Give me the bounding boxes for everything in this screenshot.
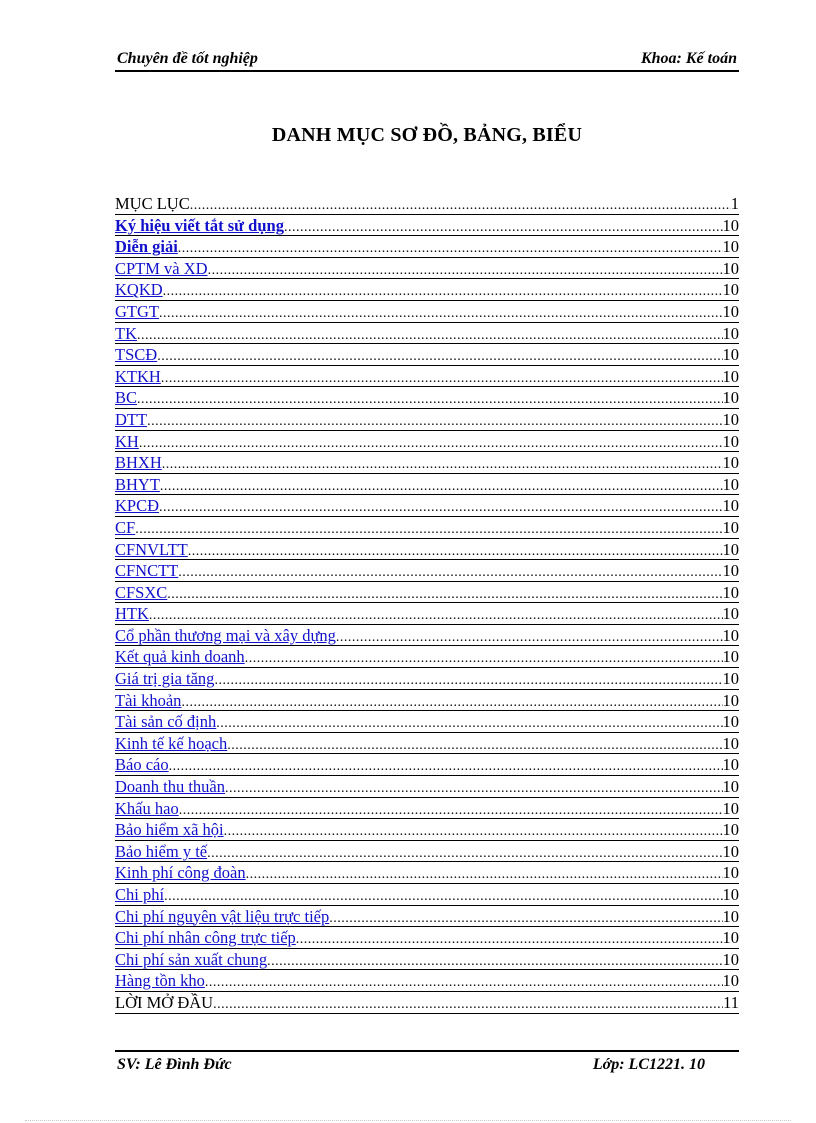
toc-entry-label[interactable]: DTT — [115, 409, 148, 429]
toc-entry[interactable] — [115, 258, 739, 280]
toc-leader-dots — [160, 476, 723, 497]
toc-entry[interactable] — [115, 603, 739, 625]
toc-leader-dots — [147, 411, 722, 432]
toc-leader-dots — [179, 800, 723, 821]
toc-entry-page: 10 — [722, 928, 739, 948]
toc-leader-dots — [245, 648, 723, 669]
toc-entry[interactable] — [115, 949, 739, 971]
toc-entry-page: 10 — [722, 777, 739, 797]
toc-entry-label[interactable]: Kinh tế kế hoạch — [115, 733, 228, 753]
toc-entry-page: 10 — [722, 971, 739, 991]
toc-entry[interactable] — [115, 819, 739, 841]
table-of-contents — [115, 193, 739, 1014]
toc-entry-page: 10 — [722, 949, 739, 969]
toc-leader-dots — [167, 584, 722, 605]
toc-entry-page: 10 — [722, 906, 739, 926]
toc-entry-label[interactable]: CFSXC — [115, 582, 168, 602]
toc-leader-dots — [135, 519, 722, 540]
toc-entry — [115, 193, 739, 215]
toc-entry-label[interactable]: Khấu hao — [115, 798, 179, 818]
toc-entry[interactable] — [115, 301, 739, 323]
header-left-text: Chuyên đề tốt nghiệp — [117, 50, 258, 67]
toc-entry-label[interactable]: GTGT — [115, 301, 159, 321]
toc-leader-dots — [214, 670, 722, 691]
toc-leader-dots — [207, 843, 722, 864]
toc-entry-page: 10 — [722, 280, 739, 300]
toc-entry[interactable] — [115, 733, 739, 755]
toc-leader-dots — [157, 346, 722, 367]
toc-leader-dots — [227, 735, 722, 756]
toc-entry-label[interactable]: CFNVLTT — [115, 539, 188, 559]
toc-entry-label: MỤC LỤC — [115, 194, 190, 213]
toc-entry[interactable] — [115, 344, 739, 366]
toc-entry[interactable] — [115, 754, 739, 776]
toc-entry-label[interactable]: KQKD — [115, 280, 163, 300]
toc-entry-page: 10 — [722, 496, 739, 516]
toc-entry-page: 10 — [722, 863, 739, 883]
toc-entry-label[interactable]: Báo cáo — [115, 755, 169, 775]
toc-entry-label[interactable]: BC — [115, 388, 138, 408]
toc-entry-page: 10 — [722, 690, 739, 710]
toc-entry[interactable] — [115, 539, 739, 561]
toc-entry-label[interactable]: Giá trị gia tăng — [115, 669, 215, 689]
toc-entry[interactable] — [115, 474, 739, 496]
toc-entry[interactable] — [115, 906, 739, 928]
toc-entry-label[interactable]: Chi phí nhân công trực tiếp — [115, 928, 296, 948]
toc-leader-dots — [181, 692, 722, 713]
toc-leader-dots — [162, 454, 723, 475]
toc-entry-page: 10 — [722, 409, 739, 429]
toc-entry-label[interactable]: Chi phí sản xuất chung — [115, 949, 268, 969]
toc-entry-page: 10 — [722, 647, 739, 667]
toc-leader-dots — [137, 325, 723, 346]
toc-entry[interactable] — [115, 431, 739, 453]
toc-entry-label[interactable]: Chi phí nguyên vật liệu trực tiếp — [115, 906, 330, 926]
toc-entry-label[interactable]: CF — [115, 517, 136, 537]
toc-leader-dots — [329, 908, 722, 929]
toc-entry[interactable] — [115, 236, 739, 258]
toc-entry-page: 11 — [723, 992, 739, 1012]
toc-entry-page: 10 — [722, 474, 739, 494]
toc-entry[interactable] — [115, 970, 739, 992]
page-title: DANH MỤC SƠ ĐỒ, BẢNG, BIỂU — [271, 124, 583, 146]
toc-entry[interactable] — [115, 517, 739, 539]
toc-leader-dots — [246, 864, 723, 885]
toc-leader-dots — [216, 713, 722, 734]
page-header — [115, 48, 739, 72]
toc-entry[interactable] — [115, 279, 739, 301]
toc-entry-label[interactable]: KH — [115, 431, 139, 451]
toc-entry-label[interactable]: Diễn giải — [115, 237, 178, 257]
toc-entry-label[interactable]: KTKH — [115, 366, 161, 386]
toc-entry-page: 10 — [722, 237, 739, 257]
toc-leader-dots — [267, 951, 722, 972]
toc-leader-dots — [208, 260, 723, 281]
toc-entry-label[interactable]: Ký hiệu viết tắt sử dụng — [115, 215, 284, 235]
toc-entry[interactable] — [115, 711, 739, 733]
toc-leader-dots — [205, 972, 723, 993]
toc-entry[interactable] — [115, 798, 739, 820]
toc-entry[interactable] — [115, 668, 739, 690]
toc-leader-dots — [225, 778, 723, 799]
toc-entry[interactable] — [115, 927, 739, 949]
toc-leader-dots — [137, 389, 722, 410]
toc-entry-page: 10 — [722, 215, 739, 235]
header-right-text: Khoa: Kế toán — [640, 50, 737, 67]
toc-entry[interactable] — [115, 387, 739, 409]
toc-entry-page: 10 — [722, 366, 739, 386]
toc-entry-page: 10 — [722, 517, 739, 537]
toc-entry[interactable] — [115, 495, 739, 517]
toc-entry-label[interactable]: Doanh thu thuần — [115, 777, 225, 797]
toc-leader-dots — [224, 821, 723, 842]
toc-entry-page: 10 — [722, 539, 739, 559]
toc-leader-dots — [139, 433, 723, 454]
toc-entry-label[interactable]: CFNCTT — [115, 561, 179, 581]
toc-leader-dots — [178, 562, 722, 583]
toc-entry-label[interactable]: CPTM và XD — [115, 258, 208, 278]
toc-entry-page: 10 — [722, 798, 739, 818]
toc-leader-dots — [149, 605, 723, 626]
toc-entry[interactable] — [115, 366, 739, 388]
toc-entry[interactable] — [115, 582, 739, 604]
toc-entry-label[interactable]: Bảo hiểm y tế — [115, 841, 208, 861]
toc-entry-page: 10 — [722, 431, 739, 451]
toc-entry — [115, 992, 739, 1014]
toc-entry-page: 10 — [722, 258, 739, 278]
toc-entry-page: 10 — [722, 885, 739, 904]
toc-leader-dots — [159, 303, 723, 324]
toc-entry-page: 10 — [722, 669, 739, 689]
toc-entry[interactable] — [115, 625, 739, 647]
toc-entry-page: 1 — [730, 194, 739, 213]
toc-entry-page: 10 — [722, 733, 739, 753]
footer-student-name: SV: Lê Đình Đức — [117, 1056, 232, 1073]
toc-entry[interactable] — [115, 215, 739, 237]
toc-entry[interactable] — [115, 690, 739, 712]
toc-leader-dots — [163, 281, 723, 302]
toc-leader-dots — [296, 929, 723, 950]
toc-entry-page: 10 — [722, 388, 739, 408]
toc-entry-label[interactable]: HTK — [115, 604, 149, 624]
toc-entry[interactable] — [115, 409, 739, 431]
toc-entry[interactable] — [115, 841, 739, 863]
toc-leader-dots — [188, 541, 723, 562]
toc-entry-label[interactable]: Kết quả kinh doanh — [115, 647, 245, 667]
toc-entry-label[interactable]: Chi phí — [115, 885, 165, 904]
toc-entry[interactable] — [115, 646, 739, 668]
toc-entry[interactable] — [115, 862, 739, 884]
toc-entry[interactable] — [115, 776, 739, 798]
toc-entry[interactable] — [115, 323, 739, 345]
toc-entry-page: 10 — [722, 323, 739, 343]
toc-entry-page: 10 — [722, 841, 739, 861]
toc-leader-dots — [164, 886, 722, 907]
toc-entry-page: 10 — [722, 582, 739, 602]
toc-leader-dots — [159, 497, 722, 518]
toc-entry-page: 10 — [722, 604, 739, 624]
toc-leader-dots — [284, 217, 723, 238]
toc-entry-label[interactable]: Tài khoản — [115, 690, 182, 710]
toc-entry[interactable] — [115, 884, 739, 906]
toc-entry-label[interactable]: Tài sản cố định — [115, 712, 217, 732]
page-edge-divider — [25, 1120, 791, 1121]
toc-leader-dots — [161, 368, 723, 389]
toc-entry-label[interactable]: Kinh phí công đoàn — [115, 863, 246, 883]
toc-entry-page: 10 — [722, 453, 739, 473]
toc-entry-label[interactable]: Hàng tồn kho — [115, 971, 205, 991]
page-footer — [115, 1050, 739, 1076]
toc-leader-dots — [336, 627, 723, 648]
toc-leader-dots — [213, 994, 723, 1015]
toc-leader-dots — [178, 238, 723, 259]
toc-entry-label[interactable]: TSCĐ — [115, 345, 158, 365]
toc-entry-page: 10 — [722, 345, 739, 365]
toc-entry-page: 10 — [722, 561, 739, 581]
toc-leader-dots — [169, 756, 723, 777]
toc-entry-page: 10 — [722, 301, 739, 321]
toc-entry-page: 10 — [722, 625, 739, 645]
toc-entry-page: 10 — [722, 755, 739, 775]
toc-entry-page: 10 — [722, 712, 739, 732]
toc-entry-label: LỜI MỞ ĐẦU — [115, 992, 214, 1012]
toc-entry-label[interactable]: TK — [115, 323, 137, 343]
toc-entry-label[interactable]: BHXH — [115, 453, 162, 473]
toc-entry-label[interactable]: BHYT — [115, 474, 160, 494]
footer-class-code: Lớp: LC1221. 10 — [592, 1056, 705, 1073]
toc-entry[interactable] — [115, 560, 739, 582]
toc-entry[interactable] — [115, 452, 739, 474]
toc-entry-page: 10 — [722, 820, 739, 840]
toc-leader-dots — [190, 195, 731, 216]
toc-entry-label[interactable]: Bảo hiểm xã hội — [115, 820, 224, 840]
toc-entry-label[interactable]: KPCĐ — [115, 496, 160, 516]
toc-entry-label[interactable]: Cổ phần thương mại và xây dựng — [115, 625, 336, 645]
